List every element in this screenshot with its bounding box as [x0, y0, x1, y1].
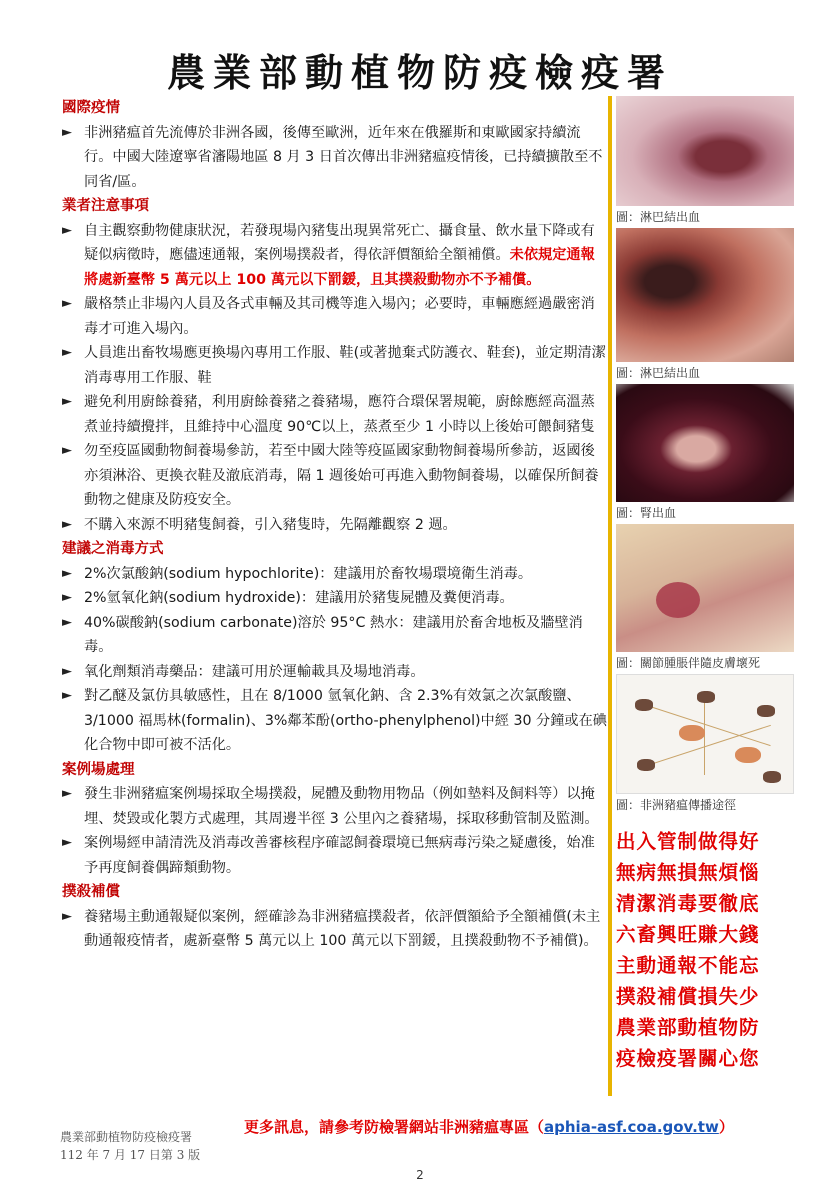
slogan-line: 六畜興旺賺大錢 — [616, 923, 760, 946]
column-divider — [608, 96, 612, 1096]
tick-icon — [763, 771, 781, 783]
more-info-suffix: ） — [718, 1118, 734, 1136]
slogan-line: 出入管制做得好 — [616, 830, 760, 853]
figure-caption: 圖：關節腫脹伴隨皮膚壞死 — [616, 656, 761, 670]
transmission-diagram-icon — [616, 674, 794, 794]
list-item: ► 2%次氯酸鈉(sodium hypochlorite)：建議用於畜牧場環境衛生消毒。 — [62, 562, 607, 587]
joint-photo-icon — [616, 524, 794, 652]
list-item: ► 40%碳酸鈉(sodium carbonate)溶於 95°C 熱水：建議用於畜舍地板及牆壁消毒。 — [62, 611, 607, 660]
figure-caption: 圖：非洲豬瘟傳播途徑 — [616, 798, 737, 812]
slogan-line: 農業部動植物防 — [616, 1016, 760, 1039]
page-title: 農業部動植物防疫檢疫署 — [166, 50, 673, 95]
list-item: ► 勿至疫區國動物飼養場參訪，若至中國大陸等疫區國家動物飼養場所參訪，返國後亦須淋浴、更換衣鞋及澈底消毒，隔 1 週後始可再進入動物飼養場，以確保所飼養動物之健康及防疫安全。 — [62, 439, 607, 513]
list-item: ► 養豬場主動通報疑似案例，經確診為非洲豬瘟撲殺者，依評價額給予全額補償(未主動通報疫情者，處新臺幣 5 萬元以上 100 萬元以下罰鍰，且撲殺動物不予補償)。 — [62, 905, 607, 954]
section-farmer-notes — [62, 194, 607, 537]
section-compensation — [62, 880, 607, 954]
lymph-node-photo-icon — [616, 96, 794, 206]
list-item: ► 避免利用廚餘養豬，利用廚餘養豬之養豬場，應符合環保署規範，廚餘應經高溫蒸煮並持續攪拌，且維持中心溫度 90℃以上，蒸煮至少 1 小時以上後始可餵飼豬隻 — [62, 390, 607, 439]
section-disinfection — [62, 537, 607, 758]
list-item — [62, 219, 607, 293]
list-item: ► 人員進出畜牧場應更換場內專用工作服、鞋(或著拋棄式防護衣、鞋套)，並定期清潔消毒專用工作服、鞋 — [62, 341, 607, 390]
slogan-line: 撲殺補償損失少 — [616, 985, 760, 1008]
connector-line — [647, 705, 771, 746]
section-heading: 業者注意事項 — [62, 198, 149, 214]
list-item: ► 不購入來源不明豬隻飼養，引入豬隻時，先隔離觀察 2 週。 — [62, 513, 607, 538]
item-text: 自主觀察動物健康狀況，若發現場內豬隻出現異常死亡、攝食量、飲水量下降或有疑似病徵時，應儘速通報，案例場撲殺者，得依評價額給全額補償。 — [84, 222, 595, 263]
figure-caption: 圖：淋巴結出血 — [616, 210, 701, 224]
list-item: ► 嚴格禁止非場內人員及各式車輛及其司機等進入場內；必要時，車輛應經過嚴密消毒才可進入場內。 — [62, 292, 607, 341]
section-case-handling — [62, 758, 607, 881]
main-content — [62, 96, 607, 954]
pig-icon — [757, 705, 775, 717]
section-heading: 建議之消毒方式 — [62, 541, 164, 557]
section-heading: 國際疫情 — [62, 100, 120, 116]
figure-caption: 圖：腎出血 — [616, 506, 677, 520]
list-item: ► 對乙醚及氯仿具敏感性，且在 8/1000 氫氧化鈉、含 2.3%有效氯之次氯酸鹽、3/1000 福馬林(formalin)、3%鄰苯酚(ortho-phenylphenol)中經 30 分鐘或在碘化合物中即可被不活化。 — [62, 684, 607, 758]
slogan-line: 主動通報不能忘 — [616, 954, 760, 977]
more-info — [244, 1116, 734, 1137]
slogan-block — [616, 826, 794, 1074]
list-item: ► 發生非洲豬瘟案例場採取全場撲殺，屍體及動物用物品（例如墊料及飼料等）以掩埋、焚毀或化製方式處理，其周邊半徑 3 公里內之養豬場，採取移動管制及監測。 — [62, 782, 607, 831]
kidney-photo-icon — [616, 384, 794, 502]
section-heading: 案例場處理 — [62, 761, 135, 778]
pig-icon — [679, 725, 705, 741]
lymph-node-photo-icon — [616, 228, 794, 362]
section-heading: 撲殺補償 — [62, 884, 120, 900]
figure-column — [616, 96, 794, 1074]
list-item: ► 非洲豬瘟首先流傳於非洲各國，後傳至歐洲，近年來在俄羅斯和東歐國家持續流行。中國大陸遼寧省瀋陽地區 8 月 3 日首次傳出非洲豬瘟疫情後，已持續擴散至不同省/區。 — [62, 121, 607, 195]
footer-org: 農業部動植物防疫檢疫署 — [60, 1130, 193, 1144]
penalty-warning: 未依規定通報將處新臺幣 5 萬元以上 100 萬元以下罰鍰，且其撲殺動物亦不予補償。 — [84, 247, 595, 288]
figure-caption: 圖：淋巴結出血 — [616, 366, 701, 380]
footer-imprint — [60, 1128, 200, 1164]
slogan-line: 清潔消毒要徹底 — [616, 892, 760, 915]
page-number: 2 — [416, 1168, 424, 1182]
lesion-icon — [656, 582, 700, 618]
slogan-line: 疫檢疫署關心您 — [616, 1047, 760, 1070]
list-item: ► 2%氫氧化鈉(sodium hydroxide)：建議用於豬隻屍體及糞便消毒。 — [62, 586, 607, 611]
boar-icon — [637, 759, 655, 771]
more-info-prefix: 更多訊息，請參考防檢署網站非洲豬瘟專區（ — [244, 1118, 545, 1136]
list-item: ► 氧化劑類消毒藥品：建議可用於運輸載具及場地消毒。 — [62, 660, 607, 685]
pig-icon — [735, 747, 761, 763]
person-icon — [635, 699, 653, 711]
section-international — [62, 96, 607, 194]
vehicle-icon — [697, 691, 715, 703]
slogan-line: 無病無損無煩惱 — [616, 861, 760, 884]
asf-website-link[interactable]: aphia-asf.coa.gov.tw — [544, 1118, 719, 1136]
list-item: ► 案例場經申請清洗及消毒改善審核程序確認飼養環境已無病毒污染之疑慮後，始准予再度飼養偶蹄類動物。 — [62, 831, 607, 880]
footer-edition: 112 年 7 月 17 日第 3 版 — [60, 1148, 201, 1162]
